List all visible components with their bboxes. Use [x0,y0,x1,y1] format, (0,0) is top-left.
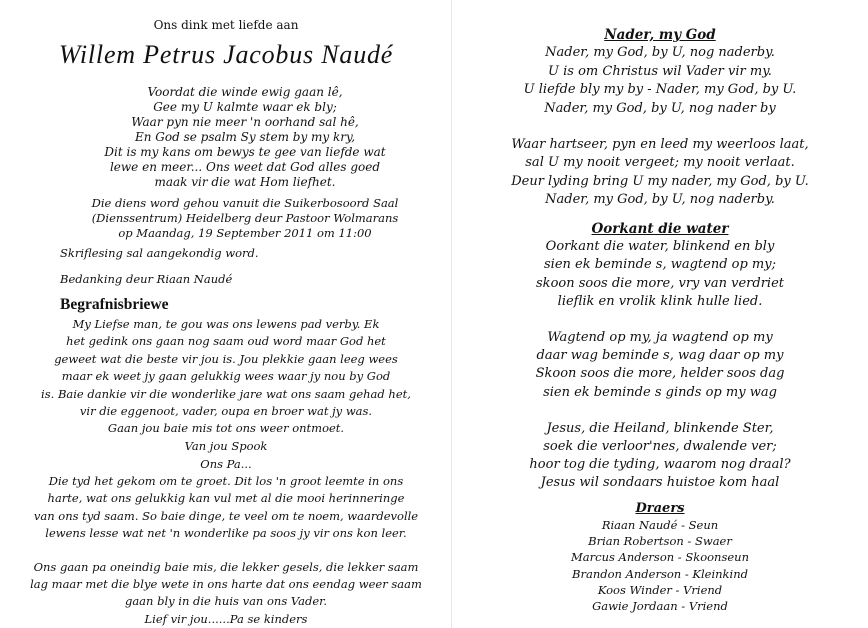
letters-heading: Begrafnisbriewe [60,296,169,313]
letter-line: het gedink ons gaan nog saam oud word maar God het [66,334,386,349]
hymn-line: sal U my nooit vergeet; my nooit verlaat. [525,155,795,171]
letter-line: harte, wat ons gelukkig kan vul met al die mooi herinneringe [47,491,405,506]
hymn-nader-my-god [452,26,868,210]
hymn-line: Wagtend op my, ja wagtend op my [547,330,773,346]
hymn-line: Nader, my God, by U, nog naderby. [545,192,775,208]
pallbearers-list [452,500,868,614]
intro-line: Ons dink met liefde aan [153,18,299,32]
verse-line: Dit is my kans om bewys te gee van liefde wat [104,145,386,159]
service-line: Die diens word gehou vanuit die Suikerbosoord Saal [91,196,399,210]
verse-line: maak vir die wat Hom liefhet. [154,175,336,189]
hymn-line: U liefde bly my by - Nader, my God, by U. [523,82,797,98]
verse-line: Gee my U kalmte waar ek bly; [153,100,337,114]
hymn-line: sien ek beminde s ginds op my wag [543,384,777,400]
letter-line: vir die eggenoot, vader, oupa en broer wat jy was. [79,404,373,419]
letter-line: lag maar met die blye wete in ons harte dat ons eendag weer saam [30,577,422,592]
service-details [60,196,430,241]
letter-line: is. Baie dankie vir die wonderlike jare wat ons saam gehad het, [41,386,411,401]
hymn-line: U is om Christus wil Vader vir my. [548,63,772,79]
verse-line: lewe en meer... Ons weet dat God alles goed [109,160,381,174]
verse-line: En God se psalm Sy stem by my kry, [134,130,356,144]
pallbearer: Gawie Jordaan - Vriend [592,599,728,614]
hymn-line: Nader, my God, by U, nog nader by [544,100,776,116]
hymn-line: Waar hartseer, pyn en leed my weerloos laat, [511,137,809,153]
pallbearer: Koos Winder - Vriend [597,582,723,597]
letter-line: Ons gaan pa oneindig baie mis, die lekker gesels, die lekker saam [33,560,419,575]
letter-line: Die tyd het gekom om te groet. Dit los 'n groot leemte in ons [48,474,404,489]
letter-line: geweet wat die beste vir jou is. Jou plekkie gaan leeg wees [54,351,398,366]
hymn-line: Nader, my God, by U, nog naderby. [545,45,775,61]
pallbearer: Marcus Anderson - Skoonseun [571,550,749,565]
deceased-name: Willem Petrus Jacobus Naudé [58,40,394,69]
scripture-note: Skriflesing sal aangekondig word. [60,246,259,260]
hymn-title: Nader, my God [604,27,716,43]
letter-line: gaan bly in die huis van ons Vader. [124,594,328,609]
letter-line: van ons tyd saam. So baie dinge, te veel om te noem, waardevolle [33,508,419,523]
hymn-line: hoor tog die tyding, waarom nog draal? [529,457,791,473]
letter-signature: Lief vir jou......Pa se kinders [144,611,308,626]
hymn-line: Jesus wil sondaars huistoe kom haal [540,475,780,491]
hymn-line: Deur lyding bring U my nader, my God, by U. [511,173,809,189]
hymn-line: Oorkant die water, blinkend en bly [545,239,775,255]
letter-from-children [0,456,452,628]
verse-line: Voordat die winde ewig gaan lê, [147,85,343,99]
hymn-line: daar wag beminde s, wag daar op my [536,348,784,364]
hymn-title: Oorkant die water [591,221,729,237]
thanks-note: Bedanking deur Riaan Naudé [60,272,233,286]
hymn-line: soek die verloor'nes, dwalende ver; [543,439,777,455]
letter-from-wife [0,316,452,455]
letter-line: My Liefse man, te gou was ons lewens pad verby. Ek [72,317,380,331]
letter-line: lewens lesse wat net 'n wonderlike pa soos jy vir ons kon leer. [45,525,407,540]
service-line: op Maandag, 19 September 2011 om 11:00 [118,226,372,240]
letter-line: Gaan jou baie mis tot ons weer ontmoet. [107,421,345,436]
hymn-line: lieflik en vrolik klink hulle lied. [557,293,763,309]
letter-salutation: Ons Pa... [200,457,252,471]
hymn-line: Jesus, die Heiland, blinkende Ster, [546,420,774,436]
hymn-oorkant-die-water [452,220,868,493]
hymn-line: skoon soos die more, vry van verdriet [536,275,784,291]
opening-verse [60,85,430,190]
service-line: (Dienssentrum) Heidelberg deur Pastoor Wolmarans [91,211,399,225]
pallbearer: Riaan Naudé - Seun [601,518,719,532]
hymn-line: Skoon soos die more, helder soos dag [535,366,785,382]
letter-line: maar ek weet jy gaan gelukkig wees waar jy nou by God [61,369,391,384]
pallbearer: Brandon Anderson - Kleinkind [572,566,748,581]
letter-signature: Van jou Spook [184,438,268,453]
verse-line: Waar pyn nie meer 'n oorhand sal hê, [131,115,359,129]
right-page [452,0,868,628]
pallbearers-title: Draers [635,501,685,516]
pallbearer: Brian Robertson - Swaer [588,534,732,549]
hymn-line: sien ek beminde s, wagtend op my; [544,257,776,273]
